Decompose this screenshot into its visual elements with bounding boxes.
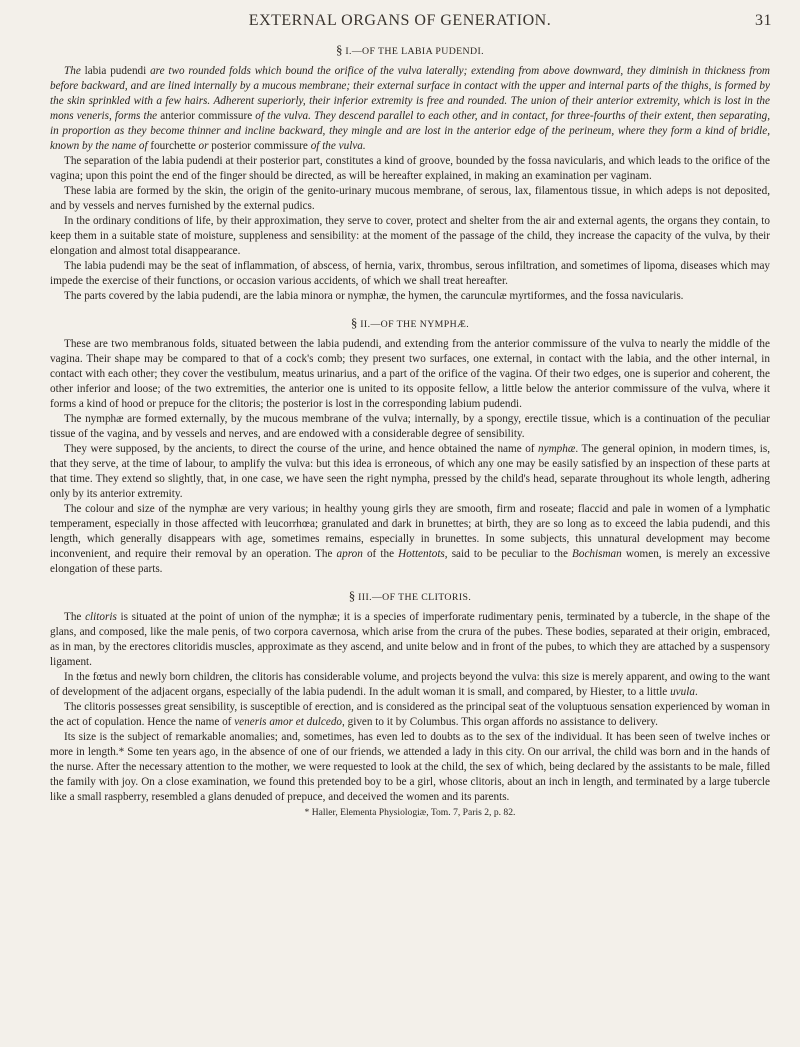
paragraph-text: The labia pudendi may be the seat of inflammation, of abscess, of hernia, varix, thrombus, serous infiltration, and sometimes of lipoma, diseases which may impede the exercise of their functions, or occasion various accidents, of which we shall treat hereafter. [50,260,770,287]
paragraph-text: is situated at the point of union of the nymphæ; it is a species of imperforate rudimentary penis, terminated by a tubercle, in the shape of the glans, and composed, like the male penis, of two corpora cavernosa, which arise from the crura of the pubes. These bodies, separated at their origin, embraced, as in man, by the erectores clitoridis muscles, approximate as they ascend, and unite below and in front of the pubes, to which they are attached by a suspensory ligament. [50,611,770,668]
italic-term: clitoris [85,611,117,623]
paragraph-text: . The general opinion, in modern times, is, that they serve, at the time of labour, to amplify the vulva: but this idea is erroneous, of which any one may be easily satisfied by an inspection of these parts at that time. They extend so slightly, that, in one case, we have seen the right nympha, pressed by the child's head, separate throughout its whole length, adhering only by its anterior extremity. [50,443,770,500]
italic-term: are two rounded folds which bound the orifice of the vulva laterally; extending from above downward, they diminish in thickness from before backward, and are lined internally by a mucous membrane; their external surface in contact with the upper and internal parts of the thighs, is formed by the skin sprinkled with a few hairs. Adherent superiorly, their inferior extremity is free and rounded. The union of their anterior extremity, which is lost in the mons veneris, forms the [50,65,770,122]
paragraph-text: The clitoris possesses great sensibility, is susceptible of erection, and is considered as the principal seat of the voluptuous sensation experienced by woman in the act of copulation. Hence the name of [50,701,770,728]
italic-term: The [64,65,85,77]
section-sign: § [348,588,356,603]
paragraph-text: of the [362,548,399,560]
italic-term: Hottentots [398,548,445,560]
section-heading [50,588,770,604]
italic-term: uvula [670,686,695,698]
section-heading [50,42,770,58]
page-number: 31 [755,12,772,29]
paragraph-text: In the ordinary conditions of life, by their approximation, they serve to cover, protect and shelter from the air and external agents, the organs they contain, to keep them in a suitable state of moisture, suppleness and sensibility: at the moment of the passage of the child, they increase the capacity of the vulva, by their elongation and almost total disappearance. [50,215,770,257]
paragraph-text: These labia are formed by the skin, the origin of the genito-urinary mucous membrane, of serous, lax, filamentous tissue, in which adeps is not deposited, and by vessels and nerves furnished by the external pudics. [50,185,770,212]
paragraph-text: The colour and size of the nymphæ are very various; in healthy young girls they are smooth, firm and roseate; flaccid and pale in women of a lymphatic temperament, especially in those affected with leucorrhœa; granulated and dark in brunettes; at birth, they are so long as to exceed the labia pudendi, and this length, which generally disappears with age, sometimes remains, especially in brunettes. In some subjects, this unnatural development may become inconvenient, and require their removal by an operation. The [50,503,770,560]
paragraph [50,64,770,154]
paragraph-text: They were supposed, by the ancients, to direct the course of the urine, and hence obtained the name of [64,443,539,455]
paragraph-text: anterior commissure [160,110,253,122]
paragraph [50,337,770,412]
paragraph [50,670,770,700]
italic-term: of the vulva. [307,140,366,152]
section-title: II.—OF THE NYMPHÆ. [360,319,470,330]
paragraph-text: , given to it by Columbus. This organ affords no assistance to delivery. [342,716,658,728]
section-heading [50,315,770,331]
italic-term: veneris amor et dulcedo [234,716,343,728]
paragraph-text: labia pudendi [84,65,147,77]
paragraph [50,412,770,442]
page-body [50,42,770,818]
paragraph-text: Its size is the subject of remarkable anomalies; and, sometimes, has even led to doubts as to the sex of the individual. It has been seen of twelve inches or more in length.* Some ten years ago, in the absence of one of our friends, we attended a lady in this city. On our arrival, the child was born and in the hands of the nurse. After the necessary attention to the mother, we were requested to look at the child, the sex of which, being declared by the assistants to be male, filled the family with joy. On a close examination, we found this pretended boy to be a girl, whose clitoris, about an inch in length, and terminated by a large tubercle like a small raspberry, resembled a glans denuded of prepuce, and deceived the women and its parents. [50,731,770,803]
paragraph [50,502,770,577]
paragraph [50,610,770,670]
paragraph [50,259,770,289]
paragraph-text: These are two membranous folds, situated between the labia pudendi, and extending from the anterior commissure of the vulva to nearly the middle of the vagina. Their shape may be compared to that of a cock's comb; they present two surfaces, one external, in contact with the labia, and the other internal, in contact with each other; they cover the vestibulum, meatus urinarius, and a part of the orifice of the vagina. Of their two edges, one is superior and coherent, the other inferior and loose; of the two extremities, the anterior one is united to its opposite fellow, a little below the anterior commissure of the vulva, where it forms a kind of hood or prepuce for the clitoris; the posterior is lost in the corresponding labium pudendi. [50,338,770,410]
paragraph-text: . [694,686,698,698]
paragraph-text: The nymphæ are formed externally, by the mucous membrane of the vulva; internally, by a spongy, erectile tissue, which is a continuation of the peculiar tissue of the vagina, and by vessels and nerves, and are endowed with a considerable degree of sensibility. [50,413,770,440]
paragraph [50,700,770,730]
italic-term: Bochisman [572,548,622,560]
paragraph [50,442,770,502]
footnote: * Haller, Elementa Physiologiæ, Tom. 7, Paris 2, p. 82. [304,807,516,818]
section-title: III.—OF THE CLITORIS. [358,592,472,603]
paragraph-text: posterior commissure [211,140,308,152]
paragraph-text: women, is merely an excessive elongation of these parts. [50,548,770,575]
paragraph-text: In the fœtus and newly born children, the clitoris has considerable volume, and projects beyond the vulva: this size is merely apparent, and owing to the want of development of the adjacent organs, especially of the labia pudendi. In the adult woman it is small, and compared, by Hiester, to a little [50,671,770,698]
paragraph-text: fourchette [150,140,196,152]
section-sign: § [350,315,358,330]
running-title: EXTERNAL ORGANS OF GENERATION. [248,12,552,29]
paragraph-text: The [64,611,86,623]
paragraph-text: The parts covered by the labia pudendi, are the labia minora or nymphæ, the hymen, the carunculæ myrtiformes, and the fossa navicularis. [64,290,684,302]
paragraph-text: , said to be peculiar to the [444,548,573,560]
paragraph [50,289,770,304]
italic-term: or [195,140,212,152]
paragraph [50,730,770,805]
section-sign: § [335,42,343,57]
section-title: I.—OF THE LABIA PUDENDI. [345,46,485,57]
paragraph [50,184,770,214]
paragraph [50,214,770,259]
paragraph-text: The separation of the labia pudendi at their posterior part, constitutes a kind of groove, bounded by the fossa navicularis, and which leads to the orifice of the vagina; upon this point the end of the finger should be directed, as will be hereafter explained, in making an examination per vaginam. [50,155,770,182]
italic-term: nymphæ [538,443,576,455]
italic-term: apron [336,548,363,560]
italic-term: of the vulva. They descend parallel to each other, and in contact, for three-fourths of their extent, then separating, in proportion as they become thinner and incline backward, they mingle and are lost in the anterior edge of the perineum, where they form a kind of bridle, known by the name of [50,110,771,152]
paragraph [50,154,770,184]
